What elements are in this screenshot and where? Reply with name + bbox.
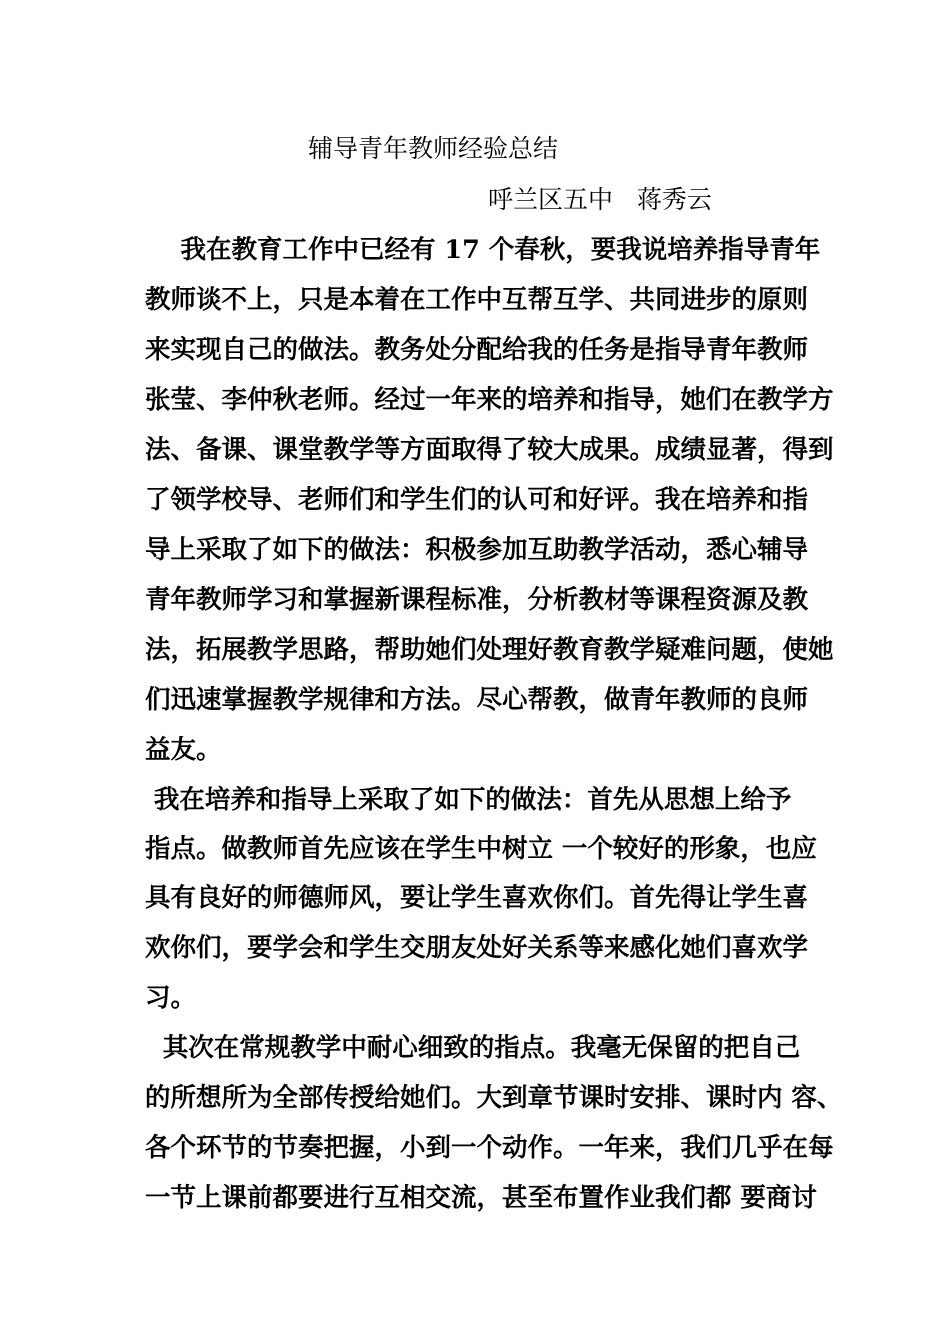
body-line: 我在教育工作中已经有 17 个春秋，要我说培养指导青年: [145, 235, 821, 265]
document-author: 呼兰区五中 蒋秀云: [488, 185, 712, 214]
body-line: 我在培养和指导上采取了如下的做法：首先从思想上给予: [145, 785, 792, 815]
body-line: 法，拓展教学思路，帮助她们处理好教育教学疑难问题，使她: [145, 635, 834, 665]
body-line: 具有良好的师德师风，要让学生喜欢你们。首先得让学生喜: [145, 883, 809, 913]
body-line: 法、备课、课堂教学等方面取得了较大成果。成绩显著，得到: [145, 435, 834, 465]
body-line: 张莹、李仲秋老师。经过一年来的培养和指导，她们在教学方: [145, 385, 834, 415]
body-line: 欢你们，要学会和学生交朋友处好关系等来感化她们喜欢学: [145, 933, 809, 963]
body-line: 益友。: [145, 735, 222, 765]
body-line: 习。: [145, 983, 197, 1013]
body-line: 们迅速掌握教学规律和方法。尽心帮教，做青年教师的良师: [145, 685, 809, 715]
body-line: 了领学校导、老师们和学生们的认可和好评。我在培养和指: [145, 485, 809, 515]
body-line: 各个环节的节奏把握，小到一个动作。一年来，我们几乎在每: [145, 1133, 834, 1163]
body-line: 青年教师学习和掌握新课程标准，分析教材等课程资源及教: [145, 585, 809, 615]
body-line: 指点。做教师首先应该在学生中树立 一个较好的形象，也应: [145, 834, 817, 864]
document-title: 辅导青年教师经验总结: [308, 134, 559, 163]
body-line: 一节上课前都要进行互相交流，甚至布置作业我们都 要商讨: [145, 1183, 817, 1213]
body-line: 教师谈不上，只是本着在工作中互帮互学、共同进步的原则: [145, 285, 809, 315]
body-line: 的所想所为全部传授给她们。大到章节课时安排、课时内 容、: [145, 1083, 843, 1113]
body-line: 其次在常规教学中耐心细致的指点。我毫无保留的把自己: [145, 1033, 801, 1063]
body-line: 导上采取了如下的做法：积极参加互助教学活动，悉心辅导: [145, 535, 809, 565]
body-line: 来实现自己的做法。教务处分配给我的任务是指导青年教师: [145, 335, 809, 365]
